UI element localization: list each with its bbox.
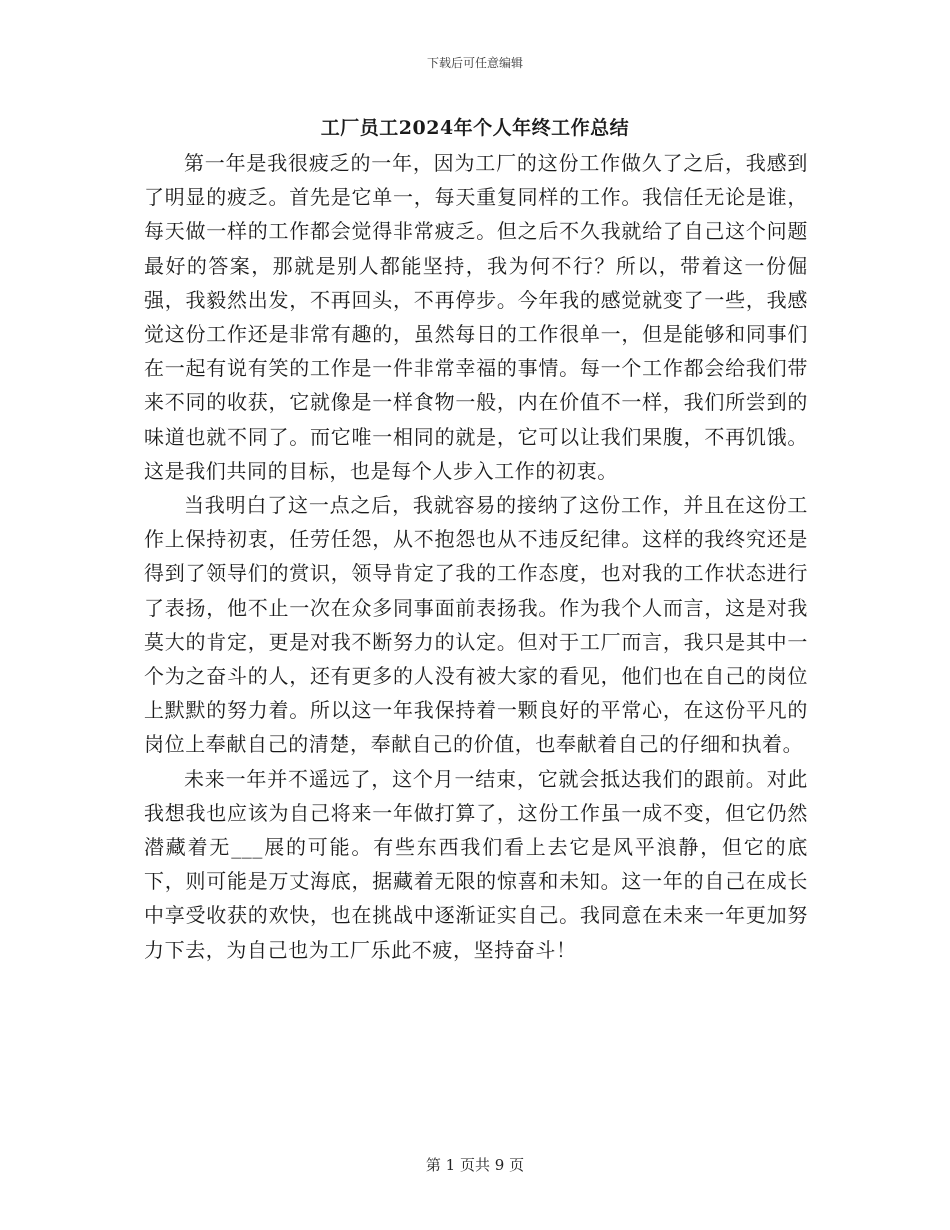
document-title: 工厂员工2024年个人年终工作总结 [320,117,630,139]
paragraph-2: 当我明白了这一点之后，我就容易的接纳了这份工作，并且在这份工作上保持初衷，任劳任怨，从不抱怨也从不违反纪律。这样的我终究还是得到了领导们的赏识，领导肯定了我的工作态度，也对我的工作状态进行了表扬，他不止一次在众多同事面前表扬我。作为我个人而言，这是对我莫大的肯定，更是对我不断努力的认定。但对于工厂而言，我只是其中一个为之奋斗的人，还有更多的人没有被大家的看见，他们也在自己的岗位上默默的努力着。所以这一年我保持着一颗良好的平常心，在这份平凡的岗位上奉献自己的清楚，奉献自己的价值，也奉献着自己的仔细和执着。 [144,493,808,757]
page-number-footer: 第 1 页共 9 页 [425,1156,525,1174]
paragraph-1: 第一年是我很疲乏的一年，因为工厂的这份工作做久了之后，我感到了明显的疲乏。首先是它单一，每天重复同样的工作。我信任无论是谁，每天做一样的工作都会觉得非常疲乏。但之后不久我就给了自己这个问题最好的答案，那就是别人都能坚持，我为何不行？所以，带着这一份倔强，我毅然出发，不再回头，不再停步。今年我的感觉就变了一些，我感觉这份工作还是非常有趣的，虽然每日的工作很单一，但是能够和同事们在一起有说有笑的工作是一件非常幸福的事情。每一个工作都会给我们带来不同的收获，它就像是一样食物一般，内在价值不一样，我们所尝到的味道也就不同了。而它唯一相同的就是，它可以让我们果腹，不再饥饿。这是我们共同的目标，也是每个人步入工作的初衷。 [144,151,808,483]
paragraph-3: 未来一年并不遥远了，这个月一结束，它就会抵达我们的跟前。对此我想我也应该为自己将来一年做打算了，这份工作虽一成不变，但它仍然潜藏着无___展的可能。有些东西我们看上去它是风平浪静，但它的底下，则可能是万丈海底，据藏着无限的惊喜和未知。这一年的自己在成长中享受收获的欢快，也在挑战中逐渐证实自己。我同意在未来一年更加努力下去，为自己也为工厂乐此不疲，坚持奋斗！ [144,766,808,962]
header-note: 下载后可任意编辑 [426,56,523,70]
document-body [144,146,808,967]
